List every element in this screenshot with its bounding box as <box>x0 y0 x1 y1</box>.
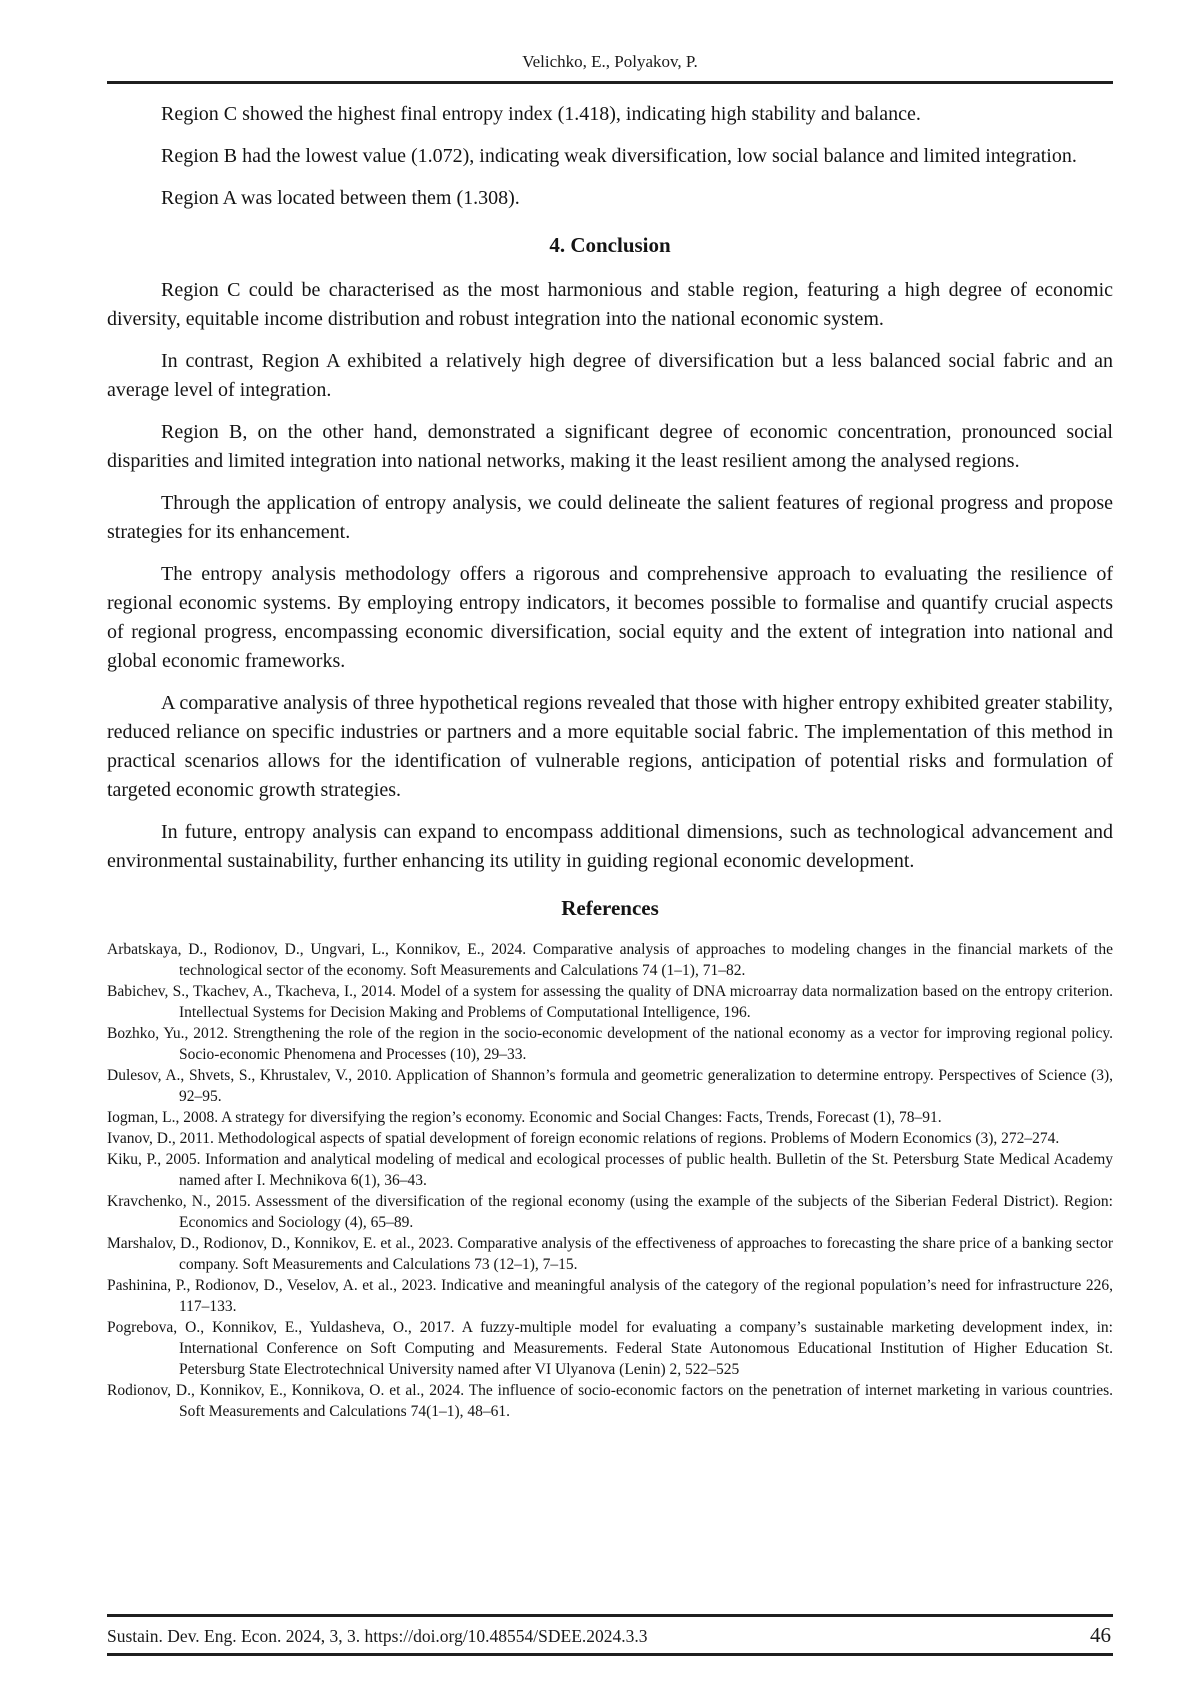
reference-entry: Kravchenko, N., 2015. Assessment of the diversification of the regional economy (using the example of the subjects of the Siberian Federal District). Region: Economics and Sociology (4), 65–89. <box>107 1193 1113 1231</box>
references-heading: References <box>561 896 659 920</box>
conclusion-paragraphs <box>107 276 1113 876</box>
body-paragraph: Region C showed the highest final entropy index (1.418), indicating high stability and balance. <box>161 103 921 125</box>
body-paragraph: Region B, on the other hand, demonstrated a significant degree of economic concentration, pronounced social disparities and limited integration into national networks, making it the least resilient among the analysed regions. <box>107 421 1113 472</box>
body-paragraph: A comparative analysis of three hypothetical regions revealed that those with higher entropy exhibited greater stability, reduced reliance on specific industries or partners and a more equitable social fabric. The implementation of this method in practical scenarios allows for the identification of vulnerable regions, anticipation of potential risks and formulation of targeted economic growth strategies. <box>107 692 1113 801</box>
body-paragraph: In contrast, Region A exhibited a relatively high degree of diversification but a less balanced social fabric and an average level of integration. <box>107 350 1113 401</box>
intro-paragraphs <box>107 100 1113 213</box>
reference-entry: Pogrebova, O., Konnikov, E., Yuldasheva, O., 2017. A fuzzy-multiple model for evaluating a company’s sustainable marketing development index, in: International Conference on Soft Computing and Measurements. Federal State Autonomous Educational Institution of Higher Education St. Petersburg State Electrotechnical University named after VI Ulyanova (Lenin) 2, 522–525 <box>107 1319 1113 1378</box>
reference-entry: Ivanov, D., 2011. Methodological aspects of spatial development of foreign economic relations of regions. Problems of Modern Economics (3), 272–274. <box>107 1130 1060 1147</box>
body-paragraph: The entropy analysis methodology offers a rigorous and comprehensive approach to evaluating the resilience of regional economic systems. By employing entropy indicators, it becomes possible to formalise and quantify crucial aspects of regional progress, encompassing economic diversification, social equity and the extent of integration into national and global economic frameworks. <box>107 563 1113 672</box>
reference-entry: Kiku, P., 2005. Information and analytical modeling of medical and ecological processes of public health. Bulletin of the St. Petersburg State Medical Academy named after I. Mechnikova 6(1), 36–43. <box>107 1151 1113 1189</box>
body-paragraph: In future, entropy analysis can expand to encompass additional dimensions, such as technological advancement and environmental sustainability, further enhancing its utility in guiding regional economic development. <box>107 821 1113 872</box>
running-head: Velichko, E., Polyakov, P. <box>522 52 698 71</box>
page-footer <box>107 1614 1113 1656</box>
page-header <box>0 0 1200 84</box>
reference-entry: Bozhko, Yu., 2012. Strengthening the role of the region in the socio-economic development of the national economy as a vector for improving regional policy. Socio-economic Phenomena and Processes (10), 29–33. <box>107 1025 1113 1063</box>
body-paragraph: Through the application of entropy analysis, we could delineate the salient features of regional progress and propose strategies for its enhancement. <box>107 492 1113 543</box>
footer-bottom-rule <box>107 1653 1113 1656</box>
body-paragraph: Region B had the lowest value (1.072), indicating weak diversification, low social balance and limited integration. <box>161 145 1077 167</box>
body-paragraph: Region C could be characterised as the most harmonious and stable region, featuring a high degree of economic diversity, equitable income distribution and robust integration into the national economic system. <box>107 279 1113 330</box>
reference-list <box>107 939 1113 1422</box>
reference-entry: Babichev, S., Tkachev, A., Tkacheva, I., 2014. Model of a system for assessing the quality of DNA microarray data normalization based on the entropy criterion. Intellectual Systems for Decision Making and Problems of Computational Intelligence, 196. <box>107 983 1113 1021</box>
body-paragraph: Region A was located between them (1.308). <box>161 187 520 209</box>
page-body <box>0 84 1200 1422</box>
conclusion-heading: 4. Conclusion <box>549 233 671 257</box>
reference-entry: Iogman, L., 2008. A strategy for diversifying the region’s economy. Economic and Social Changes: Facts, Trends, Forecast (1), 78–91. <box>107 1109 942 1126</box>
reference-entry: Pashinina, P., Rodionov, D., Veselov, A. et al., 2023. Indicative and meaningful analysis of the category of the regional population’s need for infrastructure 226, 117–133. <box>107 1277 1113 1315</box>
page-number: 46 <box>1090 1623 1111 1647</box>
reference-entry: Dulesov, A., Shvets, S., Khrustalev, V., 2010. Application of Shannon’s formula and geometric generalization to determine entropy. Perspectives of Science (3), 92–95. <box>107 1067 1113 1105</box>
footer-line <box>107 1617 1113 1653</box>
reference-entry: Rodionov, D., Konnikov, E., Konnikova, O. et al., 2024. The influence of socio-economic factors on the penetration of internet marketing in various countries. Soft Measurements and Calculations 74(1–1), 48–61. <box>107 1382 1113 1420</box>
journal-citation: Sustain. Dev. Eng. Econ. 2024, 3, 3. https://doi.org/10.48554/SDEE.2024.3.3 <box>107 1626 648 1646</box>
reference-entry: Marshalov, D., Rodionov, D., Konnikov, E. et al., 2023. Comparative analysis of the effectiveness of approaches to forecasting the share price of a banking sector company. Soft Measurements and Calculations 73 (12–1), 7–15. <box>107 1235 1113 1273</box>
reference-entry: Arbatskaya, D., Rodionov, D., Ungvari, L., Konnikov, E., 2024. Comparative analysis of approaches to modeling changes in the financial markets of the technological sector of the economy. Soft Measurements and Calculations 74 (1–1), 71–82. <box>107 941 1113 979</box>
